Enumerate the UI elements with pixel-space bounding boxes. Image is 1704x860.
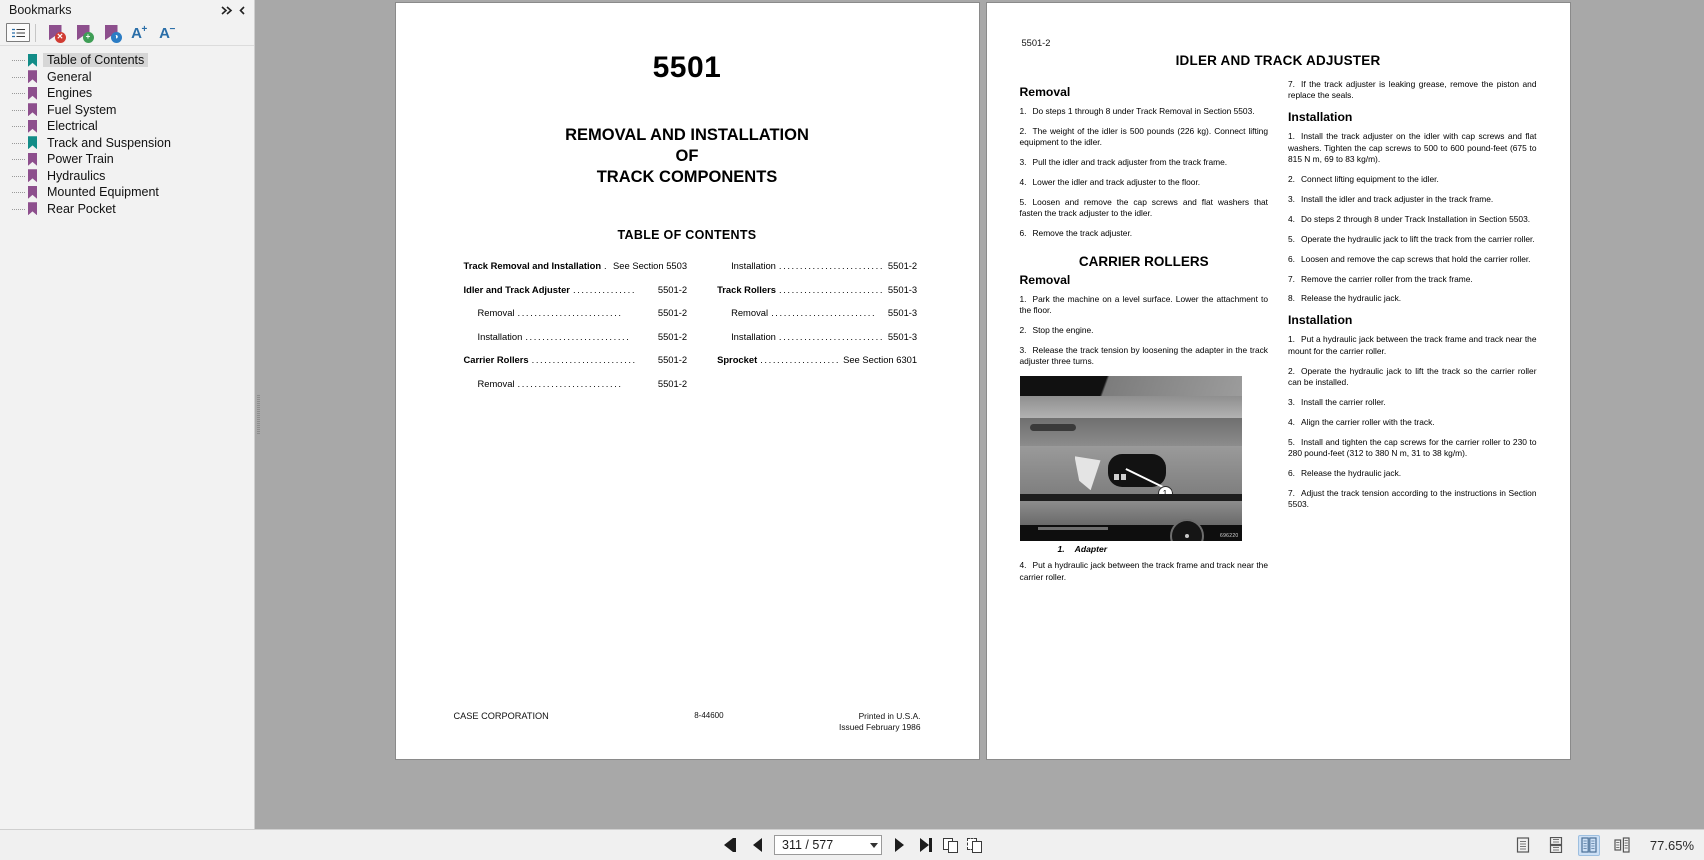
page-subtitle bbox=[396, 125, 979, 188]
sidebar-item-label: Table of Contents bbox=[43, 53, 148, 67]
footer-company: CASE CORPORATION bbox=[453, 711, 549, 721]
step-text: Operate the hydraulic jack to lift the track from the carrier roller. bbox=[1301, 233, 1535, 244]
step-number: 7. bbox=[1288, 273, 1295, 284]
sidebar-item-power-train[interactable] bbox=[0, 151, 254, 168]
carrier-step-list bbox=[1288, 234, 1537, 305]
step-text: Install and tighten the cap screws for the carrier roller to 230 to 280 pound-feet (312 to 380 N m, 31 to 38 kg/m). bbox=[1288, 436, 1537, 459]
sidebar-item-mounted-equipment[interactable] bbox=[0, 184, 254, 201]
procedure-step bbox=[1288, 254, 1537, 265]
toc-leader-dots: ......................... bbox=[531, 354, 637, 365]
page-navigation bbox=[720, 834, 984, 856]
tree-connector bbox=[12, 201, 28, 217]
sidebar-item-electrical[interactable] bbox=[0, 118, 254, 135]
procedure-step bbox=[1288, 274, 1537, 285]
figure-code: 696220 bbox=[1220, 533, 1239, 540]
sidebar-item-label: Track and Suspension bbox=[47, 135, 171, 150]
step-number: 4. bbox=[1288, 416, 1295, 427]
top-step-list bbox=[1288, 79, 1537, 102]
step-text: Remove the track adjuster. bbox=[1032, 228, 1133, 239]
page-number-value: 311 / 577 bbox=[782, 838, 834, 852]
step-number: 4. bbox=[1288, 213, 1295, 224]
step-number: 6. bbox=[1019, 228, 1027, 239]
toc-entry-label: Carrier Rollers bbox=[463, 354, 529, 365]
toc-leader-dots: ......................... bbox=[525, 330, 631, 342]
toc-entry[interactable] bbox=[717, 331, 917, 342]
tree-connector bbox=[12, 168, 28, 184]
step-text: Lower the idler and track adjuster to the floor. bbox=[1032, 177, 1201, 188]
subtitle-line-3: TRACK COMPONENTS bbox=[596, 168, 778, 186]
toc-entry-label: Removal bbox=[477, 377, 515, 389]
step-number: 5. bbox=[1019, 197, 1027, 208]
tree-connector bbox=[12, 102, 28, 118]
step-number: 1. bbox=[1019, 106, 1027, 116]
sidebar-item-label: General bbox=[47, 69, 92, 84]
step-number: 1. bbox=[1288, 131, 1295, 142]
step-number: 1. bbox=[1019, 293, 1027, 304]
procedure-step bbox=[1288, 437, 1537, 460]
step-text: Put a hydraulic jack between the track frame and track near the carrier roller. bbox=[1019, 560, 1268, 582]
toc-entry-page: 5501-2 bbox=[887, 260, 918, 271]
next-page-button[interactable] bbox=[889, 834, 909, 856]
toc-entry[interactable] bbox=[717, 260, 917, 271]
zoom-level-label: 77.65% bbox=[1649, 837, 1694, 853]
step-number: 7. bbox=[1288, 79, 1295, 89]
a-minus-icon[interactable]: A− bbox=[159, 23, 175, 42]
page-number-input[interactable] bbox=[774, 835, 882, 855]
toc-entry-page: 5501-2 bbox=[657, 330, 688, 342]
toc-entry[interactable] bbox=[464, 284, 688, 295]
body-column-2 bbox=[1288, 79, 1537, 592]
footer-document-code: 8-44600 bbox=[694, 711, 724, 720]
procedure-step bbox=[1288, 174, 1537, 185]
step-number: 6. bbox=[1288, 253, 1295, 264]
step-text: Adjust the track tension according to the instructions in Section 5503. bbox=[1288, 488, 1537, 510]
document-page-left bbox=[396, 3, 979, 759]
toc-entry-label: Track Removal and Installation bbox=[463, 260, 602, 271]
bookmarks-panel-title: Bookmarks bbox=[9, 3, 72, 17]
step-number: 2. bbox=[1288, 365, 1295, 376]
procedure-step bbox=[1288, 234, 1537, 245]
step-number: 3. bbox=[1019, 344, 1027, 355]
footer-printed-in: Printed in U.S.A. bbox=[858, 711, 921, 721]
figure-caption-number: 1. bbox=[1057, 544, 1065, 555]
procedure-step bbox=[1288, 417, 1537, 428]
toc-entry[interactable] bbox=[464, 331, 688, 342]
toc-entry-page: 5501-2 bbox=[657, 377, 688, 389]
step-number: 3. bbox=[1288, 397, 1295, 407]
bookmark-flag-icon bbox=[28, 169, 37, 182]
last-page-button[interactable] bbox=[916, 834, 936, 856]
status-bar bbox=[0, 829, 1704, 860]
footer-print-info bbox=[839, 711, 920, 733]
procedure-step bbox=[1288, 488, 1537, 511]
step-text: Stop the engine. bbox=[1032, 325, 1094, 336]
step-text: Do steps 1 through 8 under Track Removal in Section 5503. bbox=[1032, 106, 1255, 116]
bookmark-flag-icon bbox=[28, 186, 37, 199]
procedure-step bbox=[1020, 228, 1269, 239]
step-text: Align the carrier roller with the track. bbox=[1301, 416, 1435, 427]
bookmark-add-icon[interactable]: + bbox=[69, 22, 97, 44]
step-text: Do steps 2 through 8 under Track Installation in Section 5503. bbox=[1301, 213, 1531, 224]
sidebar-item-label: Power Train bbox=[47, 152, 114, 167]
bookmark-flag-icon bbox=[28, 136, 37, 149]
toc-entry-label: Installation bbox=[731, 330, 776, 342]
procedure-step bbox=[1020, 106, 1269, 117]
sidebar-item-label: Engines bbox=[47, 86, 93, 101]
step-number: 3. bbox=[1288, 193, 1295, 204]
toc-column-right bbox=[717, 260, 917, 401]
toc-leader-dots: ......................... bbox=[771, 307, 877, 318]
tree-connector bbox=[12, 151, 28, 167]
a-plus-icon[interactable]: A+ bbox=[131, 23, 147, 42]
carrier-installation-step-list bbox=[1288, 334, 1537, 510]
subtitle-line-2: OF bbox=[675, 147, 699, 165]
sidebar-item-general[interactable] bbox=[0, 69, 254, 86]
document-page-right bbox=[987, 3, 1570, 759]
bookmarks-toolbar bbox=[0, 20, 254, 46]
bookmark-flag-icon bbox=[28, 202, 37, 215]
double-chevron-right-icon[interactable] bbox=[220, 2, 235, 18]
tree-connector bbox=[12, 52, 28, 68]
book-view-button[interactable] bbox=[1611, 835, 1633, 856]
single-page-view-button[interactable] bbox=[1512, 835, 1534, 856]
toolbar-separator bbox=[35, 24, 36, 42]
body-column-1 bbox=[1020, 79, 1269, 592]
toc-leader-dots: ......................... bbox=[778, 283, 885, 295]
toc-entry-page: 5501-2 bbox=[657, 283, 688, 295]
step-text: Install the track adjuster on the idler with cap screws and flat washers. Tighten the cap screws to 500 to 600 pound-feet (675 to 815 N m, 69 to 83 kg/m). bbox=[1288, 131, 1537, 165]
bookmark-flag-icon bbox=[28, 120, 37, 133]
sidebar-item-rear-pocket[interactable] bbox=[0, 201, 254, 218]
toc-entry[interactable] bbox=[717, 284, 917, 295]
step-text: Operate the hydraulic jack to lift the track so the carrier roller can be installed. bbox=[1288, 365, 1537, 388]
sidebar-item-label: Electrical bbox=[47, 119, 98, 134]
bookmark-flag-icon bbox=[28, 153, 37, 166]
toc-entry-label: Installation bbox=[731, 260, 776, 271]
step-text: Loosen and remove the cap screws and flat washers that fasten the track adjuster to the idler. bbox=[1019, 197, 1268, 219]
view-mode-tools bbox=[1512, 835, 1694, 856]
step-number: 2. bbox=[1019, 125, 1027, 136]
two-page-view-button[interactable] bbox=[1578, 835, 1600, 856]
step-text: Install the carrier roller. bbox=[1301, 397, 1386, 407]
procedure-step bbox=[1020, 560, 1269, 583]
section-heading-idler: IDLER AND TRACK ADJUSTER bbox=[1175, 53, 1381, 68]
removal-step-list bbox=[1020, 106, 1269, 240]
subheading-carrier-removal: Removal bbox=[1019, 272, 1071, 287]
list-lines-icon[interactable] bbox=[6, 23, 30, 42]
footer-issued-date: Issued February 1986 bbox=[839, 722, 921, 732]
step-text: Release the hydraulic jack. bbox=[1301, 293, 1402, 304]
subheading-carrier-installation: Installation bbox=[1288, 313, 1353, 328]
bookmarks-panel-header bbox=[0, 0, 254, 20]
step-text: Release the track tension by loosening the adapter in the track adjuster three turns. bbox=[1019, 344, 1268, 367]
tree-connector bbox=[12, 184, 28, 200]
snapshot-icon[interactable] bbox=[967, 838, 984, 853]
previous-page-button[interactable] bbox=[747, 834, 767, 856]
procedure-step bbox=[1288, 366, 1537, 389]
bookmarks-sidebar bbox=[0, 0, 255, 829]
figure-photo bbox=[1020, 376, 1242, 541]
step-number: 2. bbox=[1019, 325, 1027, 336]
sidebar-item-label: Hydraulics bbox=[47, 168, 106, 183]
step-text: Pull the idler and track adjuster from the track frame. bbox=[1032, 157, 1228, 168]
toc-entry-label: Removal bbox=[731, 307, 769, 318]
step-number: 5. bbox=[1288, 233, 1295, 244]
step-number: 1. bbox=[1288, 334, 1295, 345]
bookmark-flag-icon bbox=[28, 70, 37, 83]
procedure-step bbox=[1020, 126, 1269, 149]
sidebar-item-label: Mounted Equipment bbox=[47, 185, 159, 200]
toc-entry[interactable] bbox=[464, 307, 688, 318]
sidebar-item-engines[interactable] bbox=[0, 85, 254, 102]
chevron-down-icon[interactable] bbox=[870, 843, 878, 848]
first-page-button[interactable] bbox=[720, 834, 740, 856]
bookmark-flag-icon bbox=[28, 103, 37, 116]
toc-leader-dots: ............... bbox=[572, 283, 637, 295]
step-number: 3. bbox=[1019, 157, 1027, 168]
step-number: 4. bbox=[1019, 177, 1027, 188]
step-text: Release the hydraulic jack. bbox=[1301, 468, 1402, 479]
step-text: Connect lifting equipment to the idler. bbox=[1301, 174, 1439, 185]
bookmarks-tree bbox=[0, 46, 254, 829]
step-number: 5. bbox=[1288, 436, 1295, 447]
step-text: Remove the carrier roller from the track frame. bbox=[1301, 273, 1473, 284]
procedure-step bbox=[1020, 177, 1269, 188]
toc-leader-dots: ......................... bbox=[778, 330, 885, 342]
toc-entry[interactable] bbox=[464, 260, 688, 271]
procedure-step bbox=[1288, 79, 1537, 102]
step-text: If the track adjuster is leaking grease, remove the piston and replace the seals. bbox=[1288, 79, 1537, 101]
subheading-installation: Installation bbox=[1288, 110, 1353, 125]
toc-entry-page: 5501-2 bbox=[657, 354, 688, 365]
installation-step-list bbox=[1288, 131, 1537, 225]
chevron-left-icon[interactable] bbox=[235, 2, 250, 18]
page-title: 5501 bbox=[652, 51, 722, 84]
toc-entry-label: Idler and Track Adjuster bbox=[463, 283, 570, 295]
bookmark-delete-icon[interactable]: ✕ bbox=[41, 22, 69, 44]
step-number: 2. bbox=[1288, 174, 1295, 185]
step-text: The weight of the idler is 500 pounds (226 kg). Connect lifting equipment to the idler. bbox=[1019, 125, 1268, 148]
procedure-step bbox=[1288, 194, 1537, 205]
step-number: 6. bbox=[1288, 468, 1295, 479]
toc-heading: TABLE OF CONTENTS bbox=[617, 228, 757, 242]
step-number: 8. bbox=[1288, 293, 1295, 304]
subheading-removal: Removal bbox=[1019, 85, 1071, 99]
sidebar-item-hydraulics[interactable] bbox=[0, 168, 254, 185]
procedure-step bbox=[1020, 325, 1269, 336]
carrier-removal-step-list bbox=[1020, 294, 1269, 368]
toc-entry[interactable] bbox=[717, 354, 917, 365]
step-number: 4. bbox=[1019, 560, 1027, 571]
tree-connector bbox=[12, 118, 28, 134]
tree-connector bbox=[12, 69, 28, 85]
step-text: Park the machine on a level surface. Lower the attachment to the floor. bbox=[1019, 293, 1268, 316]
sidebar-item-track-and-suspension[interactable] bbox=[0, 135, 254, 152]
toc-leader-dots: ......................... bbox=[517, 307, 623, 318]
toc-entry[interactable] bbox=[464, 378, 688, 389]
figure-caption bbox=[1020, 544, 1269, 554]
procedure-step bbox=[1288, 397, 1537, 408]
toc-entry-page: See Section 5503 bbox=[613, 260, 688, 271]
tree-connector bbox=[12, 135, 28, 151]
subtitle-line-1: REMOVAL AND INSTALLATION bbox=[565, 126, 809, 144]
toc-entry-label: Sprocket bbox=[717, 354, 758, 365]
step-text: Loosen and remove the cap screws that hold the carrier roller. bbox=[1301, 253, 1531, 264]
procedure-step bbox=[1288, 293, 1537, 304]
page-footer bbox=[396, 711, 979, 733]
bookmark-flag-icon bbox=[28, 87, 37, 100]
toc-entry-label: Installation bbox=[477, 330, 523, 342]
procedure-step bbox=[1288, 214, 1537, 225]
step-text: Install the idler and track adjuster in the track frame. bbox=[1301, 193, 1494, 204]
toc-column-left bbox=[464, 260, 688, 401]
toc-entry[interactable] bbox=[717, 307, 917, 318]
procedure-step bbox=[1288, 334, 1537, 357]
bookmark-clock-icon[interactable]: ◑ bbox=[97, 22, 125, 44]
after-figure-step-list bbox=[1020, 560, 1269, 583]
procedure-step bbox=[1288, 468, 1537, 479]
page-number-label: 5501-2 bbox=[1021, 38, 1051, 48]
procedure-step bbox=[1020, 157, 1269, 168]
toc-entry[interactable] bbox=[464, 354, 688, 365]
tree-connector bbox=[12, 85, 28, 101]
toc-leader-dots: ................... bbox=[760, 354, 841, 365]
procedure-step bbox=[1288, 131, 1537, 165]
procedure-step bbox=[1020, 197, 1269, 220]
document-viewer[interactable] bbox=[261, 0, 1704, 829]
sidebar-item-label: Fuel System bbox=[47, 102, 117, 117]
toc-entry-page: See Section 6301 bbox=[843, 354, 918, 365]
toc-columns bbox=[396, 260, 979, 401]
step-number: 7. bbox=[1288, 488, 1295, 499]
procedure-step bbox=[1020, 345, 1269, 368]
figure-adapter bbox=[1020, 376, 1269, 554]
toc-leader-dots: ......................... bbox=[517, 377, 623, 389]
copy-icon[interactable] bbox=[943, 838, 960, 853]
section-heading-carrier-rollers: CARRIER ROLLERS bbox=[1078, 253, 1209, 269]
sidebar-item-fuel-system[interactable] bbox=[0, 102, 254, 119]
toc-entry-page: 5501-2 bbox=[657, 307, 688, 318]
toc-entry-page: 5501-3 bbox=[887, 330, 918, 342]
splitter-grip bbox=[257, 395, 260, 435]
toc-entry-page: 5501-3 bbox=[887, 283, 918, 295]
step-text: Put a hydraulic jack between the track frame and track near the mount for the carrier roller. bbox=[1288, 334, 1537, 356]
procedure-step bbox=[1020, 294, 1269, 317]
continuous-view-button[interactable] bbox=[1545, 835, 1567, 856]
toc-entry-label: Removal bbox=[477, 307, 515, 318]
toc-entry-page: 5501-3 bbox=[887, 307, 918, 318]
figure-caption-text: Adapter bbox=[1074, 544, 1108, 555]
sidebar-item-table-of-contents[interactable] bbox=[0, 52, 254, 69]
toc-entry-label: Track Rollers bbox=[717, 283, 776, 295]
toc-leader-dots: . bbox=[604, 260, 609, 271]
toc-leader-dots: ......................... bbox=[778, 260, 885, 271]
bookmark-flag-icon bbox=[28, 54, 37, 67]
body-columns bbox=[987, 79, 1570, 592]
sidebar-item-label: Rear Pocket bbox=[47, 201, 116, 216]
